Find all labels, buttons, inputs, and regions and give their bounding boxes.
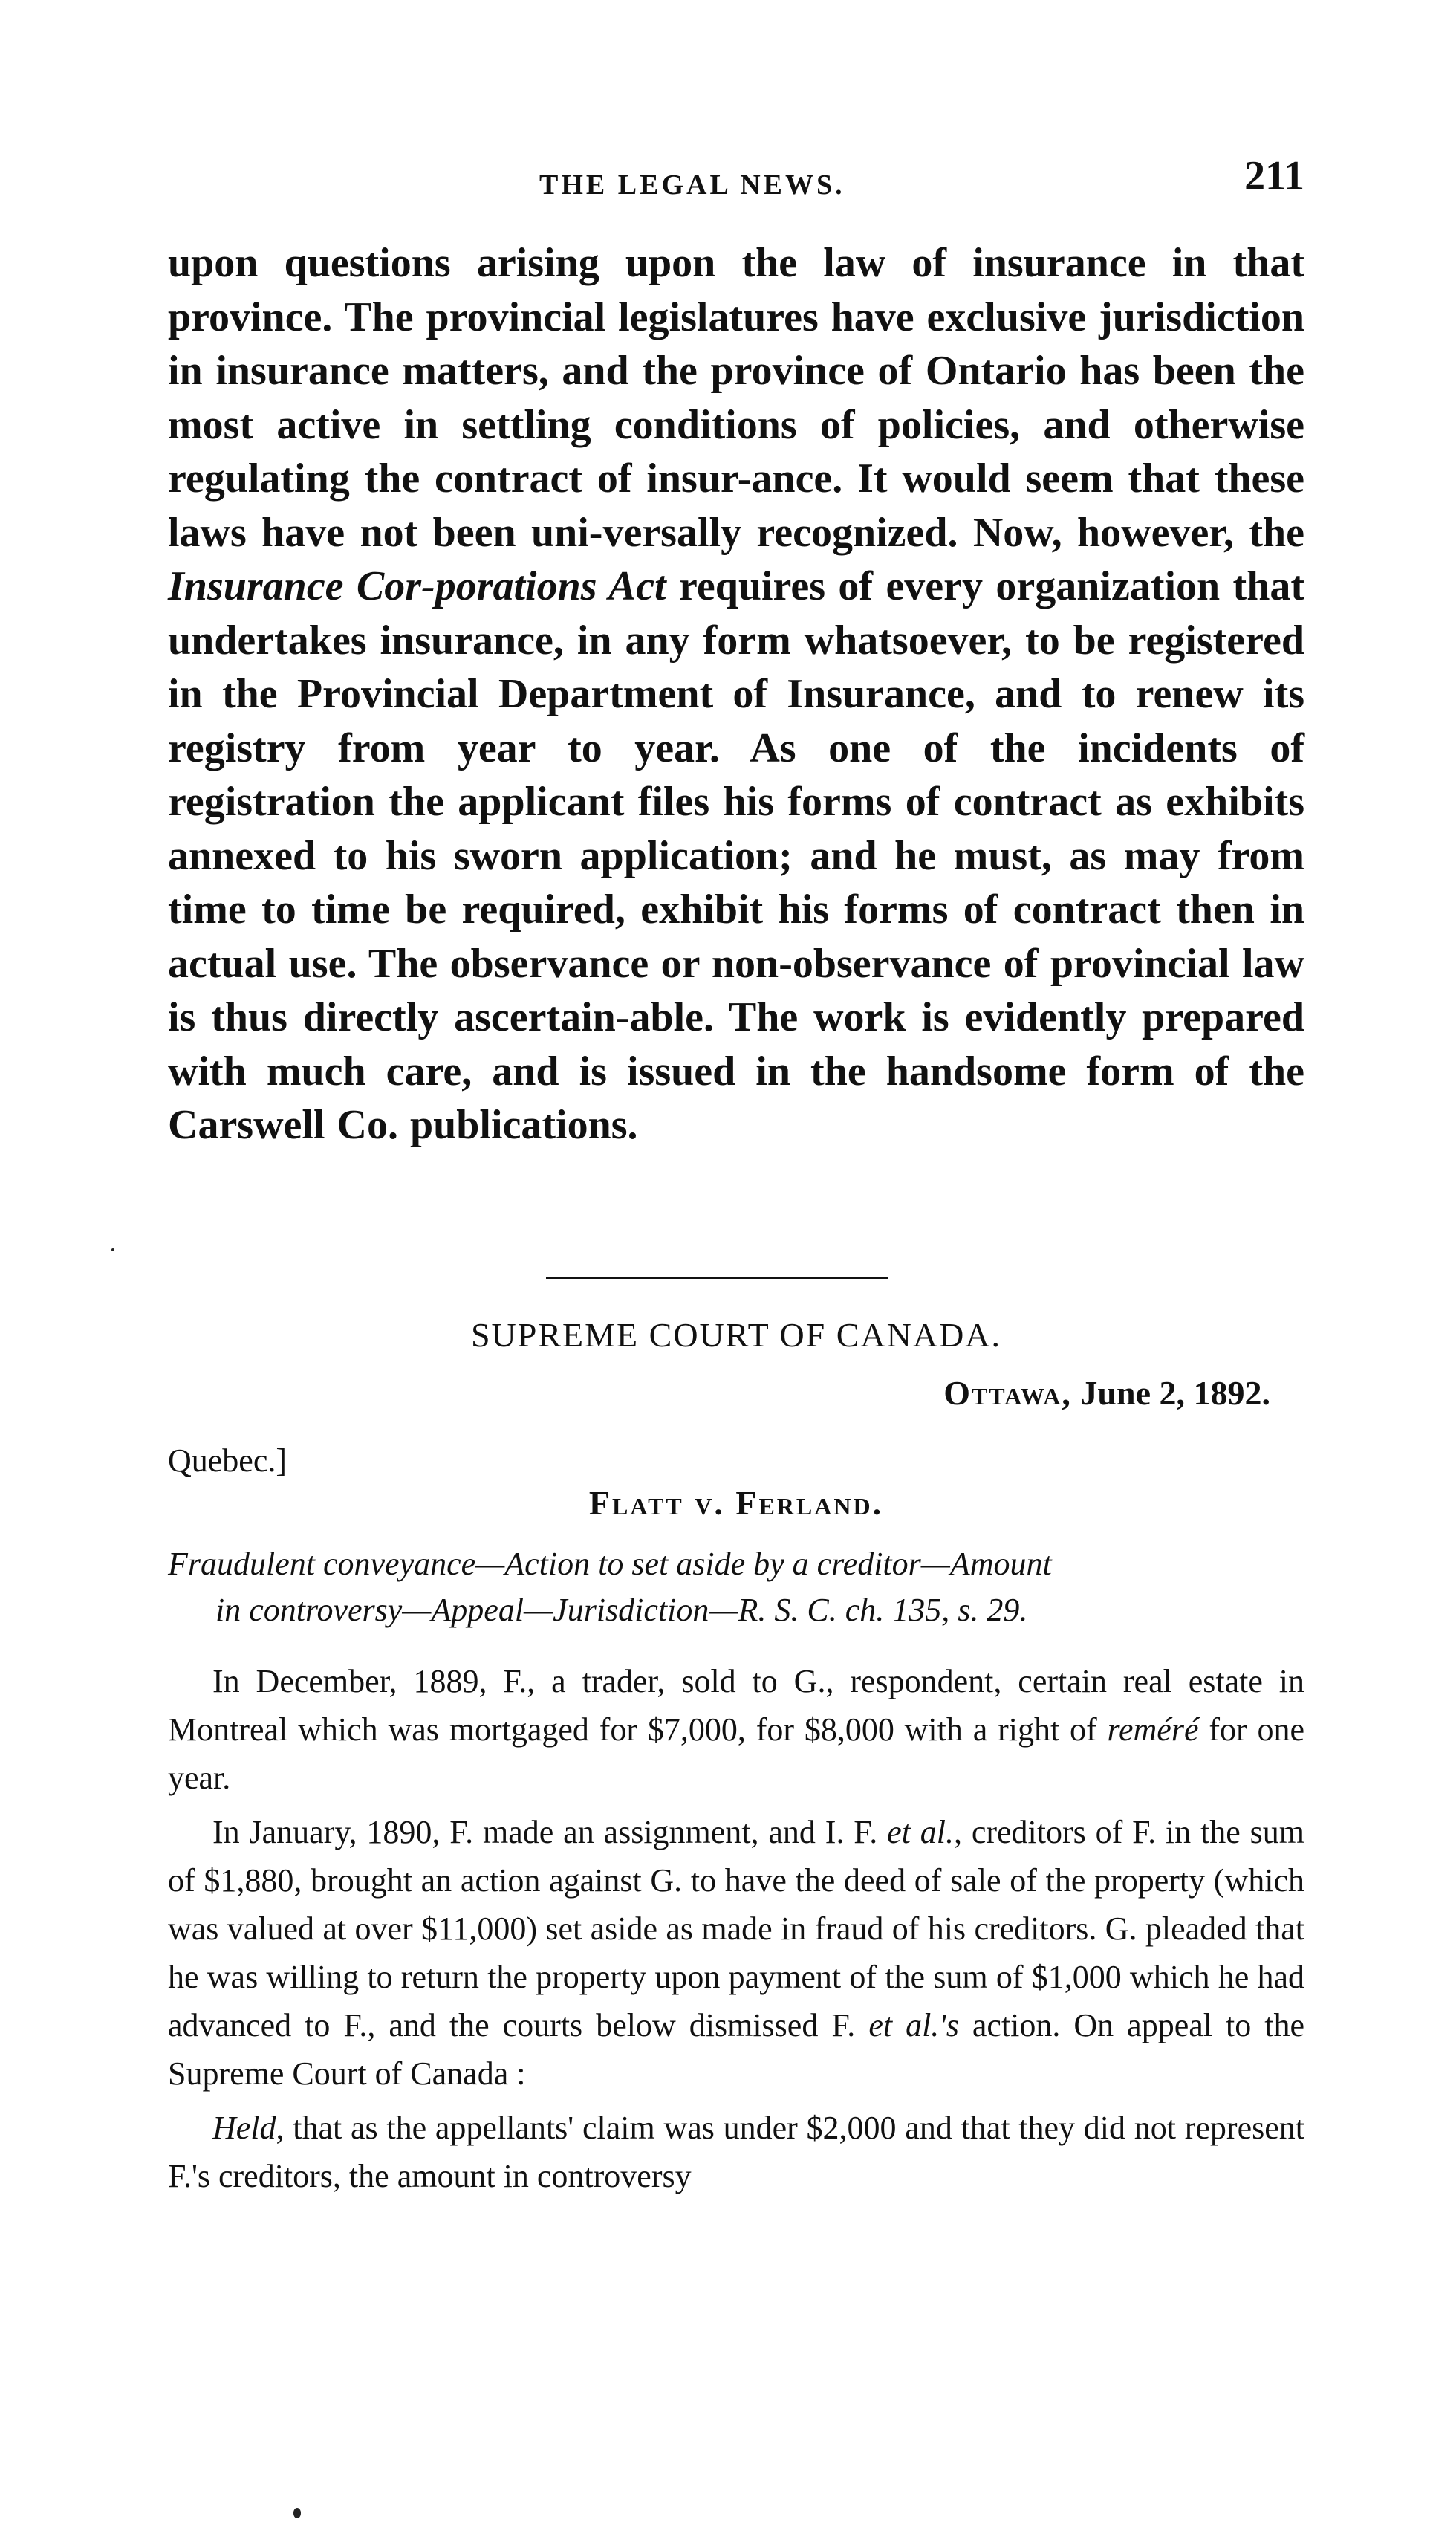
scan-speck bbox=[111, 1248, 114, 1251]
running-title: THE LEGAL NEWS. bbox=[539, 169, 845, 201]
text-line: Ontario has been the most active in settling conditions of bbox=[168, 348, 1305, 448]
review-paragraph bbox=[168, 236, 1304, 1153]
dateline-date: June 2, 1892. bbox=[1080, 1374, 1270, 1412]
summary-text: In January, 1890, F. made an assignment, and I. F. bbox=[212, 1814, 888, 1850]
text-line: registry from year to year. As one of the incidents of bbox=[168, 725, 1304, 771]
headnote bbox=[168, 1541, 1304, 1633]
text-line: able. The work is evidently prepared with much care, bbox=[168, 994, 1305, 1095]
text-line: exhibits annexed to his sworn application; and he must, bbox=[168, 779, 1304, 879]
province-label: Quebec.] bbox=[168, 1442, 287, 1479]
text-line: as may from time to time be required, exhibit his forms bbox=[168, 832, 1304, 933]
text-line: registration the applicant files his forms of contract as bbox=[168, 779, 1152, 825]
summary-text: , that as the appellants' claim was under $2,000 and that they did not represent F.'s creditors, the amount in controversy bbox=[168, 2110, 1304, 2194]
case-summary bbox=[168, 1657, 1304, 2206]
act-title-part2: porations Act bbox=[435, 563, 666, 609]
text-line: policies, and otherwise regulating the contract of insur- bbox=[168, 401, 1304, 502]
summary-text: , creditors of F. in the sum of $1,880, brought an action against G. to have the deed of sale of the property (which was valued at over $11,000) set aside as made in fraud of his creditors. G. pleaded that he was willing to return the property upon payment of the sum of $1,000 which he had advanced to F., and the courts below dismissed F. bbox=[168, 1814, 1304, 2043]
section-divider bbox=[546, 1277, 888, 1279]
summary-italic: et al. bbox=[887, 1814, 954, 1850]
headnote-line: in controversy—Appeal—Jurisdiction—R. S. C. ch. 135, s. 29. bbox=[215, 1592, 1028, 1628]
text-line: and is issued in the handsome form of the Carswell Co. bbox=[168, 1048, 1305, 1148]
case-name: Flatt v. Ferland. bbox=[588, 1484, 884, 1522]
text-line: province. The provincial legislatures have exclusive bbox=[168, 294, 1087, 340]
summary-italic: reméré bbox=[1107, 1711, 1199, 1748]
text-line: Provincial Department of Insurance, and to renew its bbox=[296, 671, 1305, 717]
page-number: 211 bbox=[1244, 153, 1304, 199]
running-head bbox=[168, 152, 1304, 204]
text-line: of contract then in actual use. The observance or non- bbox=[168, 886, 1305, 987]
summary-paragraph bbox=[168, 1657, 1304, 1802]
text-line: ance. It would seem that these laws have not been uni- bbox=[168, 456, 1305, 556]
dateline-place: Ottawa, bbox=[943, 1374, 1072, 1412]
court-heading: SUPREME COURT OF CANADA. bbox=[470, 1316, 1002, 1354]
summary-text: for one year. bbox=[168, 1711, 1304, 1796]
text-line: insurance, in any form whatsoever, to be registered in the bbox=[168, 617, 1305, 717]
text-line: upon questions arising upon the law of insurance in that bbox=[168, 240, 1304, 286]
summary-italic: et al.'s bbox=[868, 2007, 959, 2043]
text-line: jurisdiction in insurance matters, and the province of bbox=[168, 294, 1304, 394]
act-title-part1: Insurance Cor- bbox=[168, 563, 435, 609]
text-line: publications. bbox=[409, 1102, 638, 1148]
summary-paragraph bbox=[168, 2104, 1304, 2200]
summary-paragraph bbox=[168, 1808, 1304, 2098]
summary-italic: Held bbox=[212, 2110, 276, 2146]
summary-text: In December, 1889, F., a trader, sold to G., respondent, certain real estate in Montreal which was mortgaged for $7,000, for $8,000 with a right of bbox=[168, 1663, 1304, 1748]
text-line: versally recognized. Now, however, the bbox=[602, 509, 1304, 556]
text-line: requires of every organization that undertakes bbox=[168, 563, 1304, 664]
dateline bbox=[943, 1373, 1270, 1413]
headnote-line: Fraudulent conveyance—Action to set aside by a creditor—Amount bbox=[168, 1546, 1052, 1582]
summary-text: action. On appeal to the Supreme Court of Canada : bbox=[168, 2007, 1305, 2092]
text-line: observance of provincial law is thus directly ascertain- bbox=[168, 940, 1304, 1040]
scan-speck bbox=[293, 2508, 301, 2518]
